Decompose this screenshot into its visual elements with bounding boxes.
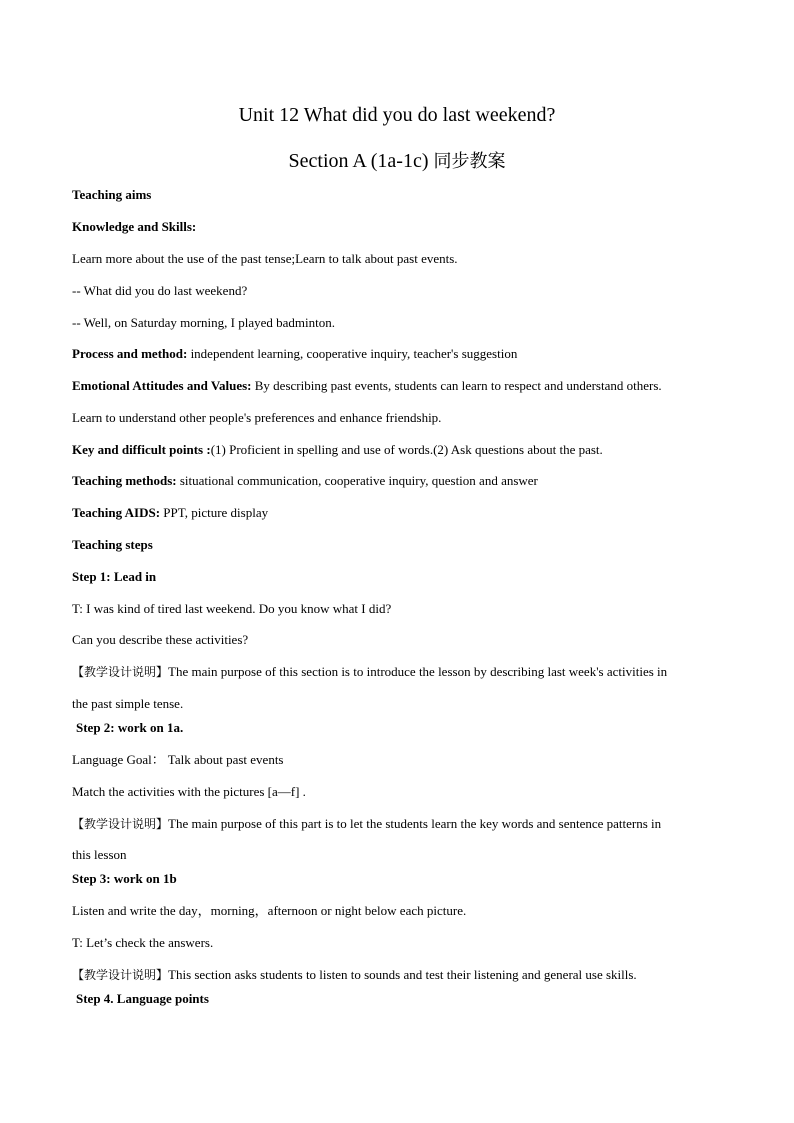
key-text: (1) Proficient in spelling and use of words.(2) Ask questions about the past. — [210, 442, 603, 457]
process-method — [72, 345, 732, 363]
design-note-label: 【教学设计说明】 — [72, 665, 169, 679]
step-1-question: Can you describe these activities? — [72, 632, 249, 647]
step-2-heading: Step 2: work on 1a. — [76, 720, 184, 735]
document-subtitle — [0, 147, 794, 173]
step-3-teacher-line: T: Let’s check the answers. — [72, 935, 214, 950]
aids-text: PPT, picture display — [160, 505, 269, 520]
process-label: Process and method: — [72, 346, 188, 361]
document-title: Unit 12 What did you do last weekend? — [238, 104, 556, 126]
step-2-note-continued: this lesson — [72, 847, 127, 862]
methods-label: Teaching methods: — [72, 473, 177, 488]
step-2-language-goal: Language Goal： Talk about past events — [72, 752, 284, 767]
design-note-label: 【教学设计说明】 — [72, 817, 169, 831]
step-2-note-text: The main purpose of this part is to let the students learn the key words and sentence patterns in — [168, 816, 662, 831]
step-1-note-continued: the past simple tense. — [72, 696, 184, 711]
subtitle-chinese: 同步教案 — [433, 151, 506, 172]
design-note-label: 【教学设计说明】 — [72, 968, 169, 982]
step-2-match: Match the activities with the pictures [a—f] . — [72, 784, 306, 799]
teaching-aids — [72, 504, 732, 522]
example-answer: -- Well, on Saturday morning, I played badminton. — [72, 315, 335, 330]
key-label: Key and difficult points : — [72, 442, 211, 457]
knowledge-text: Learn more about the use of the past tense;Learn to talk about past events. — [72, 251, 458, 266]
teaching-aims-heading: Teaching aims — [72, 187, 152, 202]
teaching-methods — [72, 472, 732, 490]
aids-label: Teaching AIDS: — [72, 505, 161, 520]
step-2-design-note — [72, 815, 732, 833]
step-4-heading: Step 4. Language points — [76, 991, 209, 1006]
knowledge-skills-heading: Knowledge and Skills: — [72, 219, 197, 234]
subtitle-section: Section A (1a-1c) — [288, 150, 429, 172]
emotional-label: Emotional Attitudes and Values: — [72, 378, 252, 393]
step-3-heading: Step 3: work on 1b — [72, 871, 177, 886]
step-3-note-text: This section asks students to listen to sounds and test their listening and general use skills. — [168, 967, 637, 982]
key-difficult-points — [72, 441, 732, 459]
emotional-text-continued: Learn to understand other people's preferences and enhance friendship. — [72, 410, 442, 425]
step-1-heading: Step 1: Lead in — [72, 569, 157, 584]
methods-text: situational communication, cooperative inquiry, question and answer — [176, 473, 538, 488]
example-question: -- What did you do last weekend? — [72, 283, 248, 298]
step-1-teacher-line: T: I was kind of tired last weekend. Do you know what I did? — [72, 601, 392, 616]
emotional-text: By describing past events, students can learn to respect and understand others. — [251, 378, 662, 393]
step-1-design-note — [72, 663, 732, 681]
process-text: independent learning, cooperative inquiry, teacher's suggestion — [187, 346, 518, 361]
emotional-attitudes — [72, 377, 732, 395]
step-3-listen: Listen and write the day，morning，afternoon or night below each picture. — [72, 903, 467, 918]
teaching-steps-heading: Teaching steps — [72, 537, 153, 552]
step-3-design-note — [72, 966, 732, 984]
step-1-note-text: The main purpose of this section is to introduce the lesson by describing last week's activities in — [168, 664, 668, 679]
